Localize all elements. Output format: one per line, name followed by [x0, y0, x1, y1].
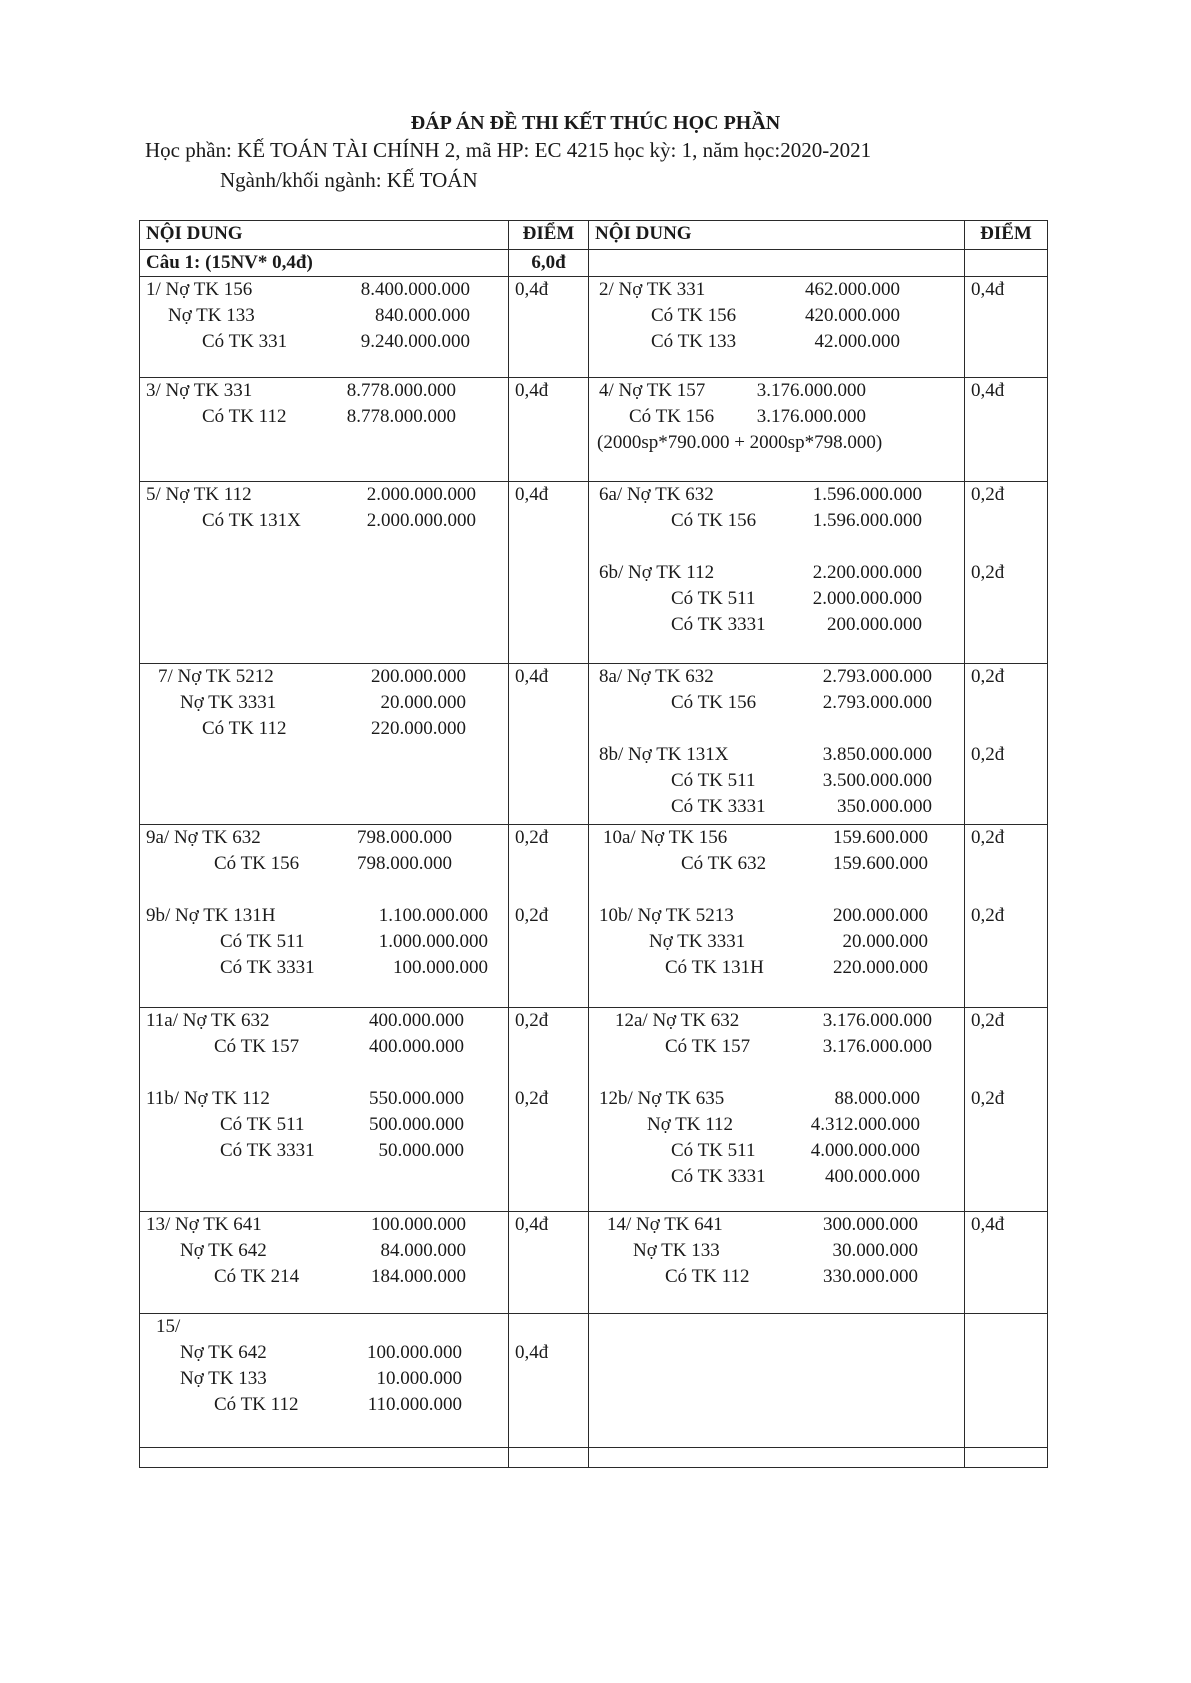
entry-10	[589, 825, 965, 1008]
entry-amount: 4.312.000.000	[810, 1114, 920, 1135]
entry-account: 6a/ Nợ TK 632	[599, 484, 714, 505]
entry-11a-score: 0,2đ	[515, 1010, 549, 1031]
table-row-empty	[140, 1448, 1048, 1468]
entry-amount: 30.000.000	[832, 1240, 918, 1261]
question-score: 6,0đ	[509, 250, 589, 277]
empty-cell	[589, 1448, 965, 1468]
entry-amount: 400.000.000	[825, 1166, 920, 1187]
entry-account: Nợ TK 642	[180, 1240, 267, 1261]
entry-amount: 200.000.000	[827, 614, 922, 635]
entry-account: Có TK 157	[665, 1036, 751, 1057]
entry-amount: 4.000.000.000	[810, 1140, 920, 1161]
entry-amount: 3.176.000.000	[822, 1036, 932, 1057]
entry-account: Có TK 156	[671, 692, 757, 713]
entry-4	[589, 378, 965, 482]
empty-cell	[509, 1448, 589, 1468]
entry-account: Nợ TK 642	[180, 1342, 267, 1363]
entry-10a-score: 0,2đ	[971, 827, 1005, 848]
entry-12b-score: 0,2đ	[971, 1088, 1005, 1109]
entry-3-score: 0,4đ	[509, 378, 589, 482]
entry-8	[589, 664, 965, 825]
entry-account: Có TK 511	[671, 588, 756, 609]
entry-amount: 400.000.000	[369, 1036, 464, 1057]
entry-amount: 8.778.000.000	[346, 406, 456, 427]
entry-account: 9b/ Nợ TK 131H	[146, 905, 276, 926]
entry-8-scores	[965, 664, 1048, 825]
entry-amount: 500.000.000	[369, 1114, 464, 1135]
entry-12-scores	[965, 1008, 1048, 1212]
question-empty	[589, 250, 965, 277]
entry-amount: 220.000.000	[833, 957, 928, 978]
entry-amount: 798.000.000	[357, 827, 452, 848]
entry-amount: 550.000.000	[369, 1088, 464, 1109]
entry-11b-score: 0,2đ	[515, 1088, 549, 1109]
entry-amount: 300.000.000	[823, 1214, 918, 1235]
entry-amount: 220.000.000	[371, 718, 466, 739]
entry-account: Có TK 157	[214, 1036, 300, 1057]
entry-account: Có TK 112	[214, 1394, 299, 1415]
entry-amount: 2.000.000.000	[366, 510, 476, 531]
table-row	[140, 378, 1048, 482]
entry-amount: 2.793.000.000	[822, 666, 932, 687]
entry-amount: 2.200.000.000	[812, 562, 922, 583]
entry-account: Nợ TK 3331	[649, 931, 746, 952]
entry-account: Nợ TK 3331	[180, 692, 277, 713]
entry-1	[140, 277, 509, 378]
entry-label: 15/	[156, 1316, 181, 1337]
entry-amount: 8.778.000.000	[346, 380, 456, 401]
entry-account: Có TK 156	[671, 510, 757, 531]
entry-amount: 3.176.000.000	[756, 406, 866, 427]
entry-account: Có TK 156	[651, 305, 737, 326]
entry-amount: 10.000.000	[376, 1368, 462, 1389]
entry-account: Nợ TK 133	[180, 1368, 267, 1389]
entry-amount: 100.000.000	[367, 1342, 462, 1363]
entry-account: Có TK 511	[671, 1140, 756, 1161]
table-row	[140, 1212, 1048, 1314]
entry-1-score: 0,4đ	[509, 277, 589, 378]
table-row	[140, 1008, 1048, 1212]
entry-account: 4/ Nợ TK 157	[599, 380, 706, 401]
entry-13-score: 0,4đ	[509, 1212, 589, 1314]
entry-account: Có TK 331	[202, 331, 288, 352]
entry-amount: 400.000.000	[369, 1010, 464, 1031]
entry-account: 6b/ Nợ TK 112	[599, 562, 715, 583]
entry-account: 12b/ Nợ TK 635	[599, 1088, 725, 1109]
entry-amount: 42.000.000	[814, 331, 900, 352]
course-info: Học phần: KẾ TOÁN TÀI CHÍNH 2, mã HP: EC 4215 học kỳ: 1, năm học:2020-2021	[145, 138, 872, 162]
entry-account: Có TK 112	[665, 1266, 750, 1287]
entry-account: 9a/ Nợ TK 632	[146, 827, 261, 848]
entry-12a-score: 0,2đ	[971, 1010, 1005, 1031]
entry-account: 10a/ Nợ TK 156	[603, 827, 728, 848]
entry-15	[140, 1314, 509, 1448]
entry-amount: 20.000.000	[380, 692, 466, 713]
entry-account: Có TK 131H	[665, 957, 764, 978]
entry-account: 5/ Nợ TK 112	[146, 484, 252, 505]
entry-account: 13/ Nợ TK 641	[146, 1214, 262, 1235]
table-row	[140, 1314, 1048, 1448]
header-score-right: ĐIỂM	[965, 221, 1048, 250]
entry-6a-score: 0,2đ	[971, 484, 1005, 505]
entry-account: 11b/ Nợ TK 112	[146, 1088, 270, 1109]
entry-account: 14/ Nợ TK 641	[607, 1214, 723, 1235]
entry-account: 2/ Nợ TK 331	[599, 279, 706, 300]
entry-account: Có TK 156	[214, 853, 300, 874]
entry-account: Có TK 112	[202, 406, 287, 427]
entry-amount: 110.000.000	[367, 1394, 462, 1415]
entry-10b-score: 0,2đ	[971, 905, 1005, 926]
entry-account: Nợ TK 112	[647, 1114, 734, 1135]
entry-amount: 1.596.000.000	[812, 484, 922, 505]
entry-8b-score: 0,2đ	[971, 744, 1005, 765]
entry-7	[140, 664, 509, 825]
table-row	[140, 277, 1048, 378]
entry-amount: 330.000.000	[823, 1266, 918, 1287]
entry-account: 8a/ Nợ TK 632	[599, 666, 714, 687]
entry-14-score: 0,4đ	[965, 1212, 1048, 1314]
entry-amount: 3.176.000.000	[822, 1010, 932, 1031]
entry-account: Có TK 632	[681, 853, 767, 874]
answer-table	[139, 220, 1048, 1468]
entry-12	[589, 1008, 965, 1212]
entry-account: 11a/ Nợ TK 632	[146, 1010, 270, 1031]
entry-amount: 350.000.000	[837, 796, 932, 817]
question-empty-score	[965, 250, 1048, 277]
entry-account: Có TK 511	[220, 1114, 305, 1135]
entry-13	[140, 1212, 509, 1314]
entry-9-scores	[509, 825, 589, 1008]
table-row	[140, 664, 1048, 825]
entry-amount: 159.600.000	[833, 853, 928, 874]
entry-account: 3/ Nợ TK 331	[146, 380, 253, 401]
question-row	[140, 250, 1048, 277]
entry-amount: 1.596.000.000	[812, 510, 922, 531]
entry-amount: 100.000.000	[371, 1214, 466, 1235]
entry-amount: 2.000.000.000	[366, 484, 476, 505]
entry-account: Nợ TK 133	[633, 1240, 720, 1261]
entry-amount: 84.000.000	[380, 1240, 466, 1261]
entry-amount: 1.100.000.000	[378, 905, 488, 926]
entry-account: Có TK 214	[214, 1266, 300, 1287]
entry-2-score: 0,4đ	[965, 277, 1048, 378]
header-score-left: ĐIỂM	[509, 221, 589, 250]
entry-6	[589, 482, 965, 664]
entry-amount: 100.000.000	[393, 957, 488, 978]
entry-8a-score: 0,2đ	[971, 666, 1005, 687]
entry-amount: 1.000.000.000	[378, 931, 488, 952]
empty-cell	[589, 1314, 965, 1448]
entry-2	[589, 277, 965, 378]
table-row	[140, 482, 1048, 664]
entry-amount: 50.000.000	[378, 1140, 464, 1161]
entry-amount: 9.240.000.000	[360, 331, 470, 352]
entry-6b-score: 0,2đ	[971, 562, 1005, 583]
entry-account: Có TK 133	[651, 331, 737, 352]
entry-10-scores	[965, 825, 1048, 1008]
entry-account: 8b/ Nợ TK 131X	[599, 744, 729, 765]
entry-account: Nợ TK 133	[168, 305, 255, 326]
entry-account: 12a/ Nợ TK 632	[615, 1010, 740, 1031]
entry-9a-score: 0,2đ	[515, 827, 549, 848]
entry-6-scores	[965, 482, 1048, 664]
entry-amount: 798.000.000	[357, 853, 452, 874]
entry-11-scores	[509, 1008, 589, 1212]
entry-account: Có TK 3331	[220, 1140, 315, 1161]
entry-5-score: 0,4đ	[509, 482, 589, 664]
entry-5	[140, 482, 509, 664]
entry-11	[140, 1008, 509, 1212]
entry-7-score: 0,4đ	[509, 664, 589, 825]
entry-3	[140, 378, 509, 482]
entry-account: Có TK 3331	[220, 957, 315, 978]
empty-score-cell	[965, 1314, 1048, 1448]
entry-account: 10b/ Nợ TK 5213	[599, 905, 734, 926]
entry-amount: 3.176.000.000	[756, 380, 866, 401]
entry-amount: 2.000.000.000	[812, 588, 922, 609]
entry-amount: 200.000.000	[833, 905, 928, 926]
entry-amount: 2.793.000.000	[822, 692, 932, 713]
document-title: ĐÁP ÁN ĐỀ THI KẾT THÚC HỌC PHẦN	[410, 112, 781, 134]
entry-amount: 3.850.000.000	[822, 744, 932, 765]
entry-account: Có TK 112	[202, 718, 287, 739]
entry-amount: 159.600.000	[833, 827, 928, 848]
entry-account: Có TK 3331	[671, 796, 766, 817]
entry-15-score: 0,4đ	[509, 1314, 589, 1448]
entry-account: 1/ Nợ TK 156	[146, 279, 253, 300]
question-label: Câu 1: (15NV* 0,4đ)	[140, 250, 509, 277]
entry-amount: 840.000.000	[375, 305, 470, 326]
entry-amount: 88.000.000	[834, 1088, 920, 1109]
empty-cell	[965, 1448, 1048, 1468]
entry-9	[140, 825, 509, 1008]
entry-9b-score: 0,2đ	[515, 905, 549, 926]
table-row	[140, 825, 1048, 1008]
header-content-left: NỘI DUNG	[140, 221, 509, 250]
entry-account: 7/ Nợ TK 5212	[158, 666, 274, 687]
entry-amount: 462.000.000	[805, 279, 900, 300]
entry-amount: 20.000.000	[842, 931, 928, 952]
entry-note: (2000sp*790.000 + 2000sp*798.000)	[597, 432, 883, 453]
entry-amount: 3.500.000.000	[822, 770, 932, 791]
empty-cell	[140, 1448, 509, 1468]
header-content-right: NỘI DUNG	[589, 221, 965, 250]
entry-14	[589, 1212, 965, 1314]
entry-account: Có TK 511	[220, 931, 305, 952]
entry-4-score: 0,4đ	[965, 378, 1048, 482]
entry-account: Có TK 131X	[202, 510, 301, 531]
entry-account: Có TK 156	[629, 406, 715, 427]
table-header-row	[140, 221, 1048, 250]
entry-account: Có TK 3331	[671, 614, 766, 635]
entry-amount: 420.000.000	[805, 305, 900, 326]
entry-account: Có TK 3331	[671, 1166, 766, 1187]
major-info: Ngành/khối ngành: KẾ TOÁN	[220, 168, 478, 192]
entry-amount: 200.000.000	[371, 666, 466, 687]
entry-amount: 184.000.000	[371, 1266, 466, 1287]
entry-account: Có TK 511	[671, 770, 756, 791]
entry-amount: 8.400.000.000	[360, 279, 470, 300]
